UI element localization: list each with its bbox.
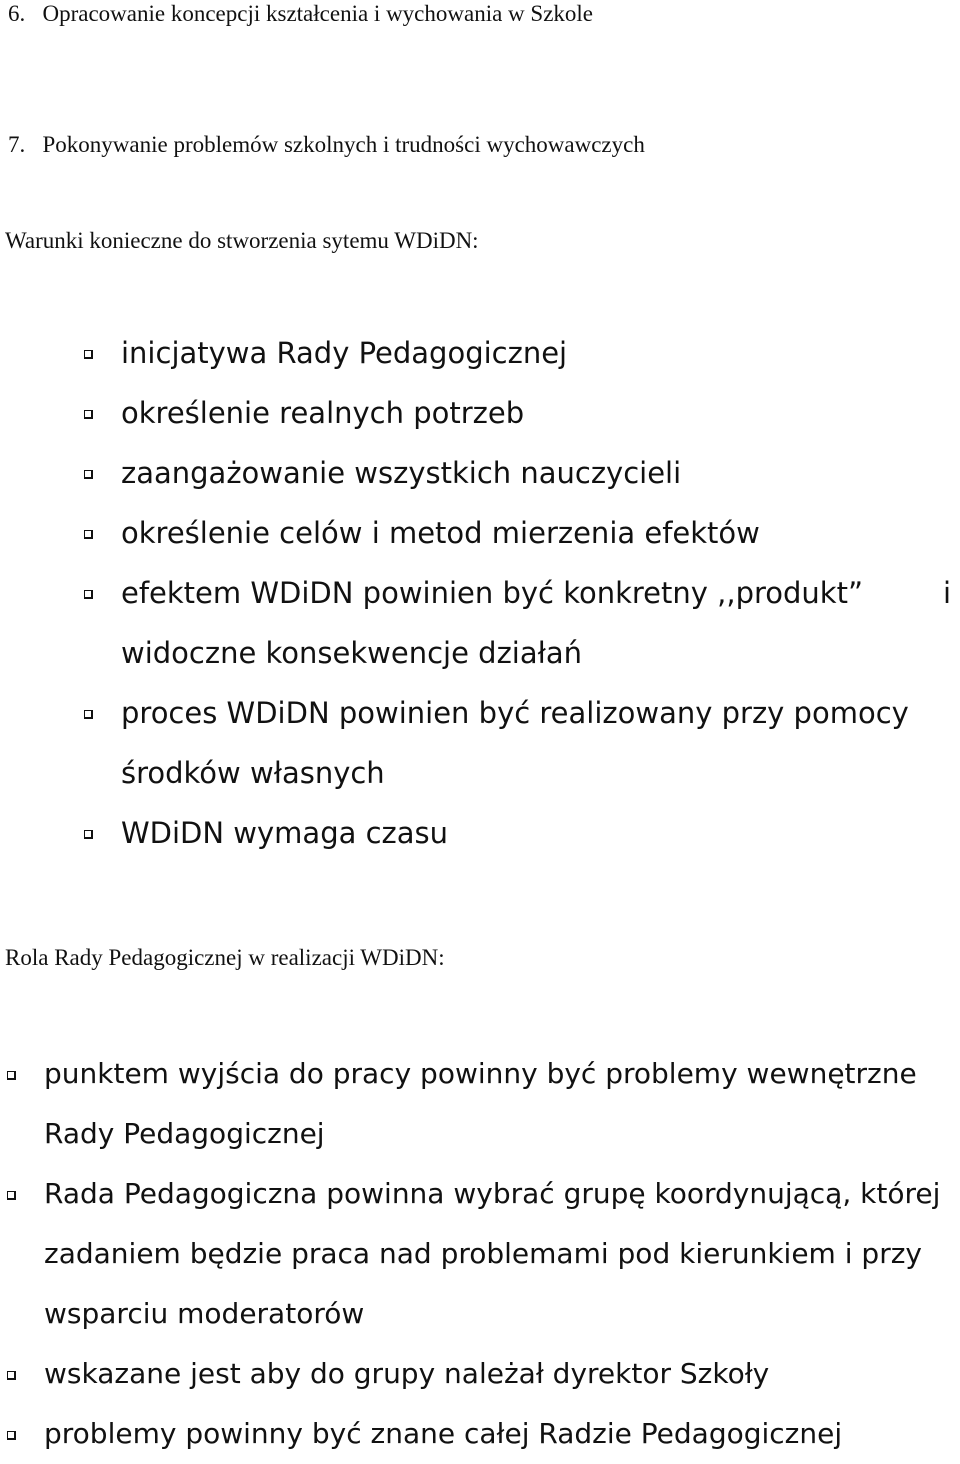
list-item [0, 503, 960, 563]
list-item [0, 1404, 960, 1464]
list-item [0, 323, 960, 383]
section-6-title: Opracowanie koncepcji kształcenia i wychowania w Szkole [42, 1, 594, 26]
list-item-text: Rady Pedagogicznej [44, 1117, 325, 1150]
list-item [0, 563, 960, 683]
conditions-list [0, 323, 960, 863]
role-heading: Rola Rady Pedagogicznej w realizacji WDiDN: [5, 945, 445, 970]
checkbox-bullet-icon [84, 530, 93, 539]
list-item-text: WDiDN wymaga czasu [121, 816, 449, 850]
checkbox-bullet-icon [7, 1191, 16, 1200]
list-item-text: problemy powinny być znane całej Radzie Pedagogicznej [44, 1417, 843, 1450]
role-list [0, 1044, 960, 1464]
list-item-trailing-text: i [942, 576, 951, 610]
list-item [0, 1344, 960, 1404]
checkbox-bullet-icon [7, 1371, 16, 1380]
list-item-first-line [121, 563, 951, 623]
section-6-number: 6. [8, 1, 26, 26]
list-item [0, 383, 960, 443]
list-item-text: efektem WDiDN powinien być konkretny ,,produkt” [121, 576, 863, 610]
list-item-text: wsparciu moderatorów [44, 1297, 365, 1330]
conditions-heading: Warunki konieczne do stworzenia sytemu WDiDN: [5, 228, 479, 253]
list-item-text: wskazane jest aby do grupy należał dyrektor Szkoły [44, 1357, 770, 1390]
list-item-text: określenie realnych potrzeb [121, 396, 525, 430]
list-item-text: inicjatywa Rady Pedagogicznej [121, 336, 568, 370]
checkbox-bullet-icon [84, 590, 93, 599]
list-item [0, 803, 960, 863]
list-item-text: Rada Pedagogiczna powinna wybrać grupę koordynującą, której [44, 1177, 941, 1210]
list-item-text: widoczne konsekwencje działań [121, 636, 583, 670]
section-7-heading [8, 131, 645, 159]
section-7-number: 7. [8, 132, 26, 157]
checkbox-bullet-icon [84, 470, 93, 479]
list-item-text: zadaniem będzie praca nad problemami pod kierunkiem i przy [44, 1237, 922, 1270]
list-item-text: środków własnych [121, 756, 385, 790]
checkbox-bullet-icon [84, 410, 93, 419]
list-item-text: zaangażowanie wszystkich nauczycieli [121, 456, 682, 490]
checkbox-bullet-icon [7, 1071, 16, 1080]
list-item-text: punktem wyjścia do pracy powinny być problemy wewnętrzne [44, 1057, 917, 1090]
checkbox-bullet-icon [84, 830, 93, 839]
checkbox-bullet-icon [84, 350, 93, 359]
list-item [0, 683, 960, 803]
list-item [0, 1044, 960, 1164]
list-item [0, 443, 960, 503]
list-item-text: określenie celów i metod mierzenia efektów [121, 516, 760, 550]
list-item [0, 1164, 960, 1344]
checkbox-bullet-icon [84, 710, 93, 719]
section-6-heading [8, 0, 593, 28]
section-7-title: Pokonywanie problemów szkolnych i trudności wychowawczych [42, 132, 645, 157]
list-item-text: proces WDiDN powinien być realizowany przy pomocy [121, 696, 909, 730]
checkbox-bullet-icon [7, 1431, 16, 1440]
